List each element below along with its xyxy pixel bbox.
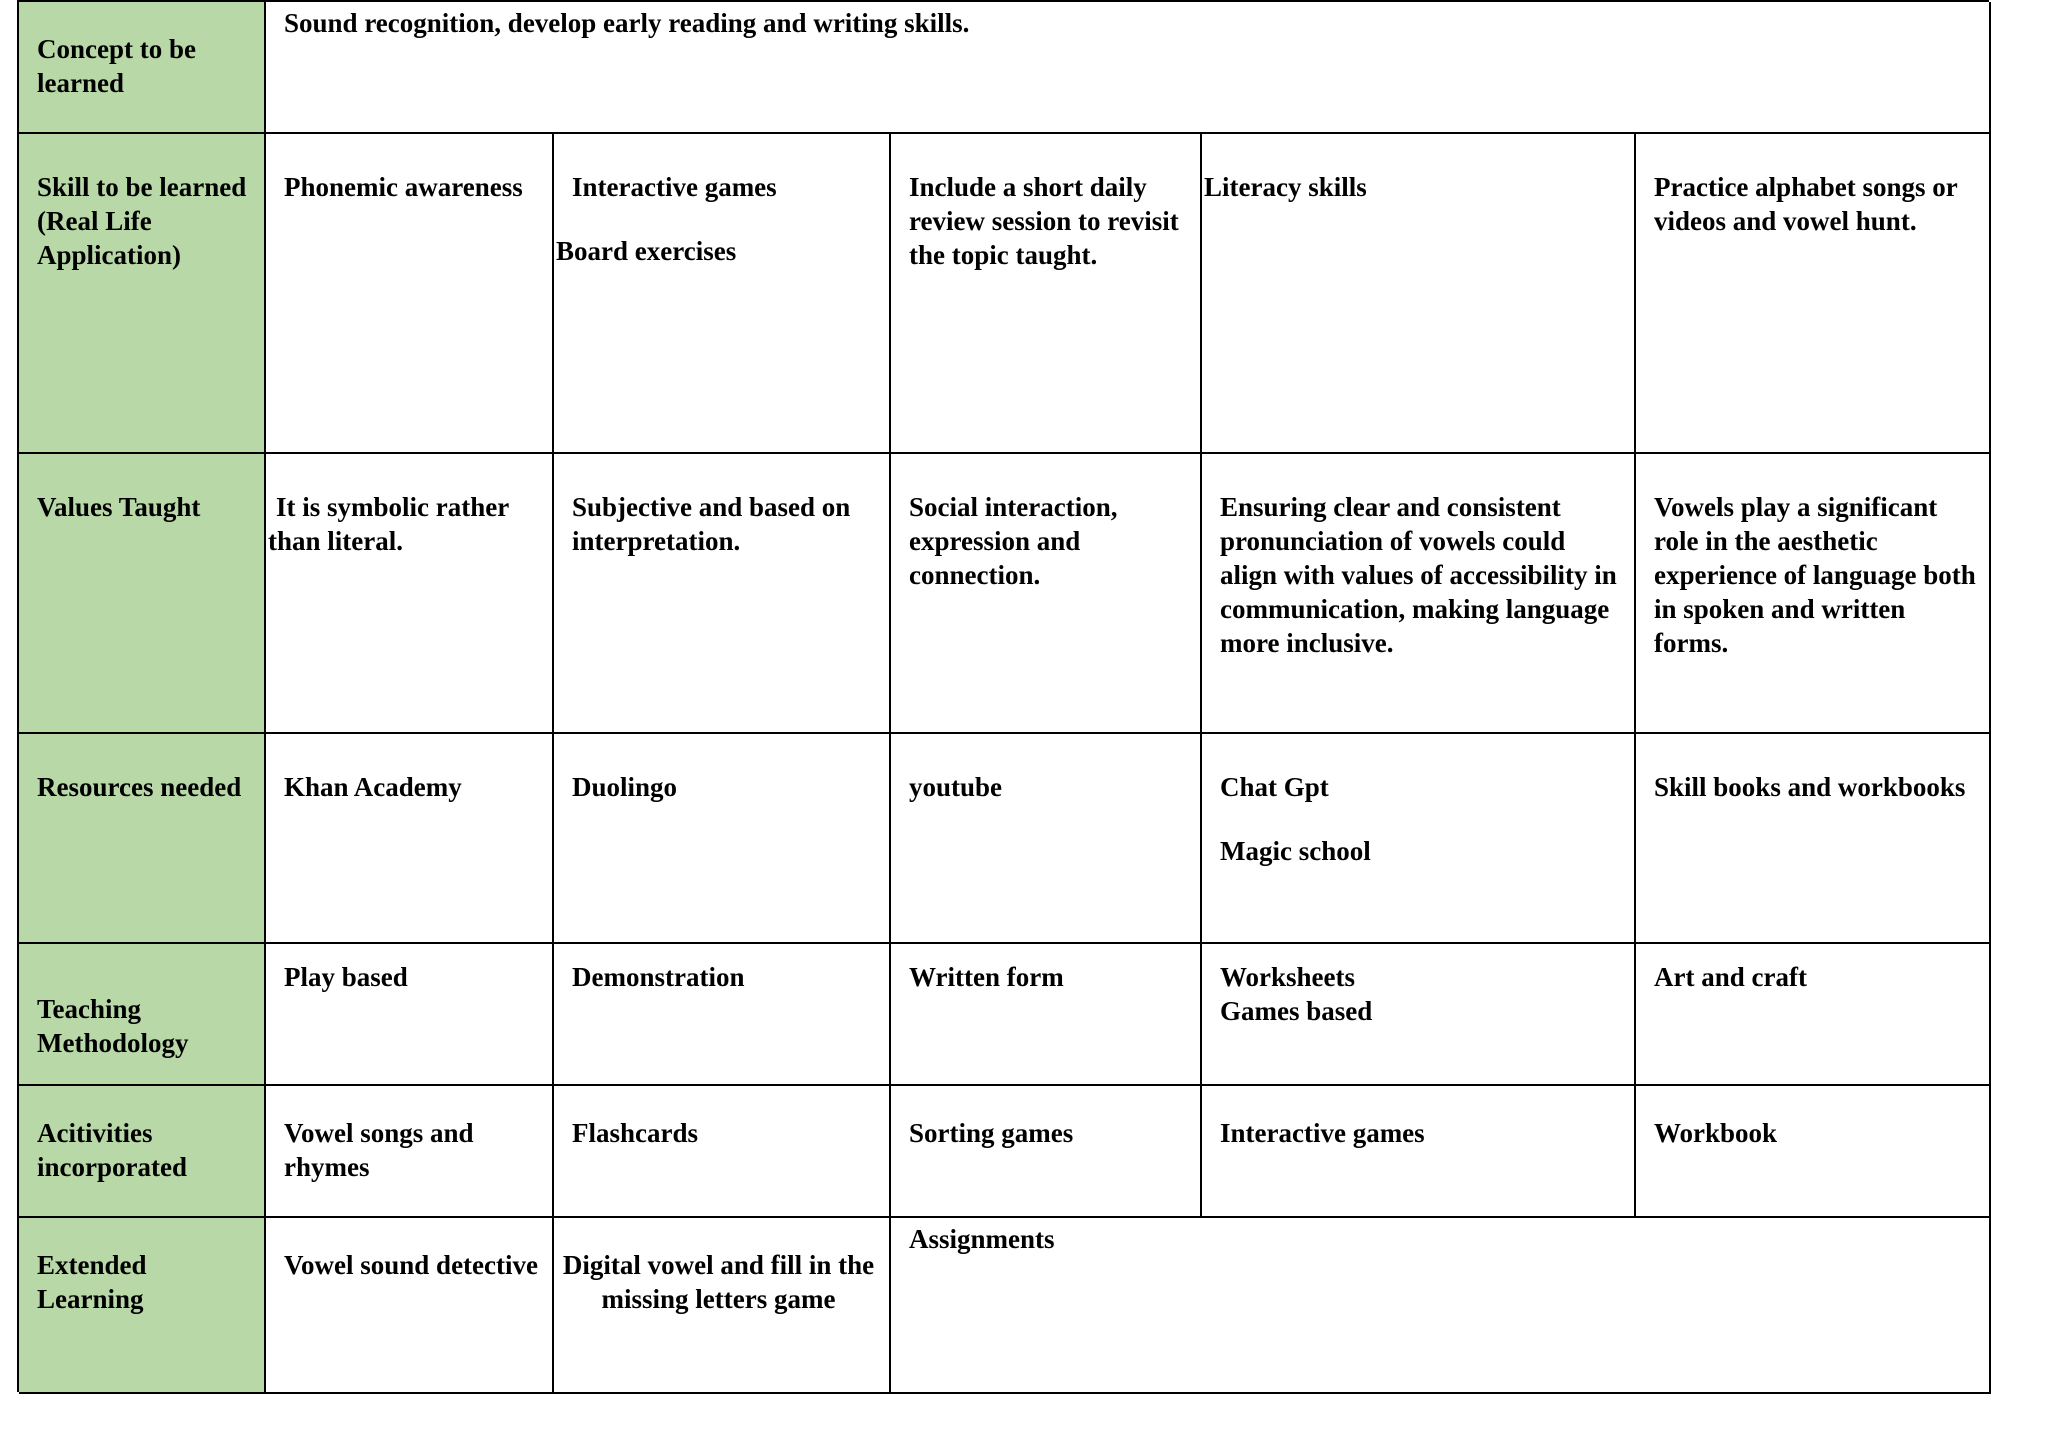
resources-cell-4 — [1202, 734, 1636, 944]
extended-cell-1: Vowel sound detective — [266, 1218, 554, 1394]
skill-cell-5: Practice alphabet songs or videos and vowel hunt. — [1636, 134, 1991, 454]
row-header-activities: Acitivities incorporated — [19, 1086, 266, 1218]
extended-cell-3: Assignments — [891, 1218, 1991, 1394]
concept-text: Sound recognition, develop early reading and writing skills. — [266, 2, 1991, 134]
values-cell-1 — [266, 454, 554, 734]
lesson-plan-table — [17, 0, 1989, 1392]
activities-cell-4: Interactive games — [1202, 1086, 1636, 1218]
row-header-skill: Skill to be learned (Real Life Application) — [19, 134, 266, 454]
resources-cell-4-line-1: Chat Gpt — [1220, 772, 1329, 802]
values-cell-3: Social interaction, expression and connection. — [891, 454, 1202, 734]
methodology-cell-1: Play based — [266, 944, 554, 1086]
values-cell-2: Subjective and based on interpretation. — [554, 454, 891, 734]
skill-cell-3: Include a short daily review session to revisit the topic taught. — [891, 134, 1202, 454]
values-cell-5: Vowels play a significant role in the aesthetic experience of language both in spoken and written forms. — [1636, 454, 1991, 734]
row-header-extended: Extended Learning — [19, 1218, 266, 1394]
resources-cell-4-line-2: Magic school — [1220, 836, 1371, 866]
methodology-cell-2: Demonstration — [554, 944, 891, 1086]
values-cell-1-text: It is symbolic rather than literal. — [268, 492, 509, 556]
skill-cell-2-line-2: Board exercises — [556, 236, 737, 266]
extended-cell-2: Digital vowel and fill in the missing letters game — [554, 1218, 891, 1394]
values-cell-4: Ensuring clear and consistent pronunciation of vowels could align with values of accessibility in communication, making language more inclusive. — [1202, 454, 1636, 734]
row-header-concept: Concept to be learned — [19, 2, 266, 134]
methodology-cell-5: Art and craft — [1636, 944, 1991, 1086]
activities-cell-2: Flashcards — [554, 1086, 891, 1218]
methodology-cell-4-line-1: Worksheets — [1220, 962, 1355, 992]
activities-cell-5: Workbook — [1636, 1086, 1991, 1218]
resources-cell-3: youtube — [891, 734, 1202, 944]
skill-cell-2 — [554, 134, 891, 454]
activities-cell-1: Vowel songs and rhymes — [266, 1086, 554, 1218]
skill-cell-4: Literacy skills — [1202, 134, 1636, 454]
resources-cell-5: Skill books and workbooks — [1636, 734, 1991, 944]
row-header-resources: Resources needed — [19, 734, 266, 944]
row-header-methodology: Teaching Methodology — [19, 944, 266, 1086]
activities-cell-3: Sorting games — [891, 1086, 1202, 1218]
skill-cell-2-line-1: Interactive games — [572, 172, 777, 202]
methodology-cell-4-line-2: Games based — [1220, 996, 1373, 1026]
resources-cell-2: Duolingo — [554, 734, 891, 944]
row-header-values: Values Taught — [19, 454, 266, 734]
methodology-cell-4 — [1202, 944, 1636, 1086]
methodology-cell-3: Written form — [891, 944, 1202, 1086]
skill-cell-1: Phonemic awareness — [266, 134, 554, 454]
resources-cell-1: Khan Academy — [266, 734, 554, 944]
